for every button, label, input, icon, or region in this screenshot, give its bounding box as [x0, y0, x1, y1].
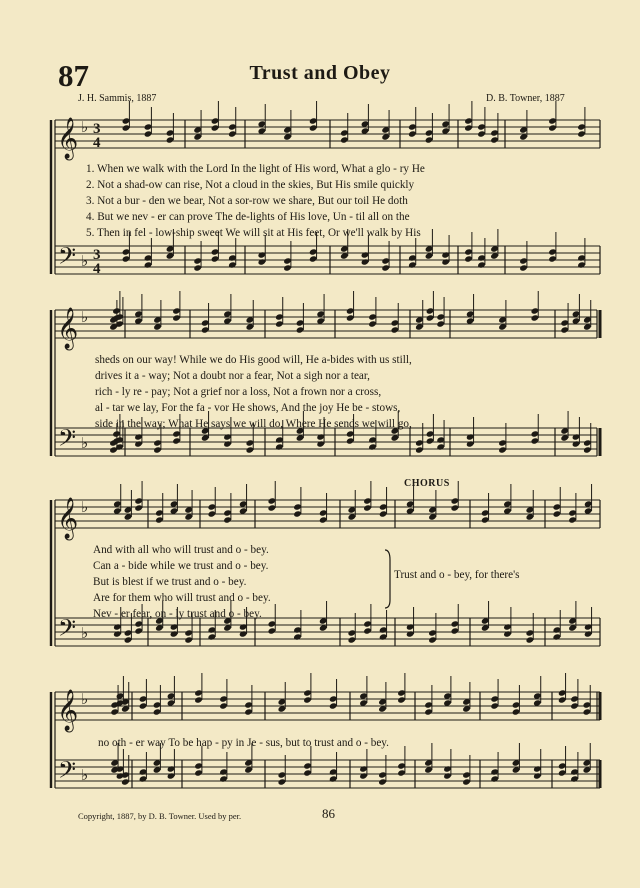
lyric-line-s2-v5: side in the way; What He says we will do, Where He sends we will go,: [95, 418, 412, 430]
bass-clef-icon: 𝄢: [58, 242, 77, 275]
time-signature: 3: [93, 247, 101, 263]
lyric-line-s1-v2: 2. Not a shad-ow can rise, Not a cloud in the skies, But His smile quickly: [86, 179, 415, 191]
lyric-line-s3-v3: But is blest if we trust and o - bey.: [93, 576, 247, 588]
author-credit: J. H. Sammis, 1887: [78, 93, 157, 104]
hymn-title: Trust and Obey: [249, 62, 391, 84]
composer-credit: D. B. Towner, 1887: [486, 93, 565, 104]
lyric-line-s1-v1: 1. When we walk with the Lord In the light of His word, What a glo - ry He: [86, 163, 425, 175]
flat-sign: ♭: [81, 308, 89, 326]
lyric-line-s3-v2: Can a - bide while we trust and o - bey.: [93, 560, 269, 572]
hymn-number: 87: [58, 58, 89, 93]
chorus-response-lyric: Trust and o - bey, for there's: [394, 569, 520, 581]
treble-clef-icon: 𝄞: [57, 308, 79, 349]
chorus-bracket: [385, 550, 390, 608]
time-signature: 4: [93, 135, 101, 151]
flat-sign: ♭: [81, 434, 89, 452]
flat-sign: ♭: [81, 690, 89, 708]
lyric-line-s2-v1: sheds on our way! While we do His good will, He a-bides with us still,: [95, 354, 412, 366]
lyric-line-s1-v3: 3. Not a bur - den we bear, Not a sor-row we share, But our toil He doth: [86, 195, 408, 207]
page-number: 86: [322, 806, 335, 821]
lyric-line-s4: no oth - er way To be hap - py in Je - sus, but to trust and o - bey.: [98, 737, 389, 749]
time-signature: 3: [93, 121, 101, 137]
treble-clef-icon: 𝄞: [57, 690, 79, 731]
flat-sign: ♭: [81, 252, 89, 270]
flat-sign: ♭: [81, 118, 89, 136]
flat-sign: ♭: [81, 766, 89, 784]
treble-clef-icon: 𝄞: [57, 498, 79, 539]
lyric-line-s3-v1: And with all who will trust and o - bey.: [93, 544, 269, 556]
bass-clef-icon: 𝄢: [58, 614, 77, 647]
lyric-line-s2-v2: drives it a - way; Not a doubt nor a fear, Not a sigh nor a tear,: [95, 370, 370, 382]
lyric-line-s1-v4: 4. But we nev - er can prove The de-lights of His love, Un - til all on the: [86, 211, 410, 223]
lyric-line-s1-v5: 5. Then in fel - low-ship sweet We will sit at His feet, Or we'll walk by His: [86, 227, 421, 239]
flat-sign: ♭: [81, 498, 89, 516]
chorus-label: CHORUS: [404, 478, 450, 489]
lyric-line-s3-v5: Nev - er fear, on - ly trust and o - bey.: [93, 608, 262, 620]
lyric-line-s2-v3: rich - ly re - pay; Not a grief nor a loss, Not a frown nor a cross,: [95, 386, 382, 398]
bass-clef-icon: 𝄢: [58, 424, 77, 457]
lyric-line-s3-v4: Are for them who will trust and o - bey.: [93, 592, 271, 604]
lyric-line-s2-v4: al - tar we lay, For the fa - vor He shows, And the joy He be - stows,: [95, 402, 401, 414]
time-signature: 4: [93, 261, 101, 277]
treble-clef-icon: 𝄞: [57, 118, 79, 159]
bass-clef-icon: 𝄢: [58, 756, 77, 789]
copyright-notice: Copyright, 1887, by D. B. Towner. Used by per.: [78, 811, 242, 821]
flat-sign: ♭: [81, 624, 89, 642]
